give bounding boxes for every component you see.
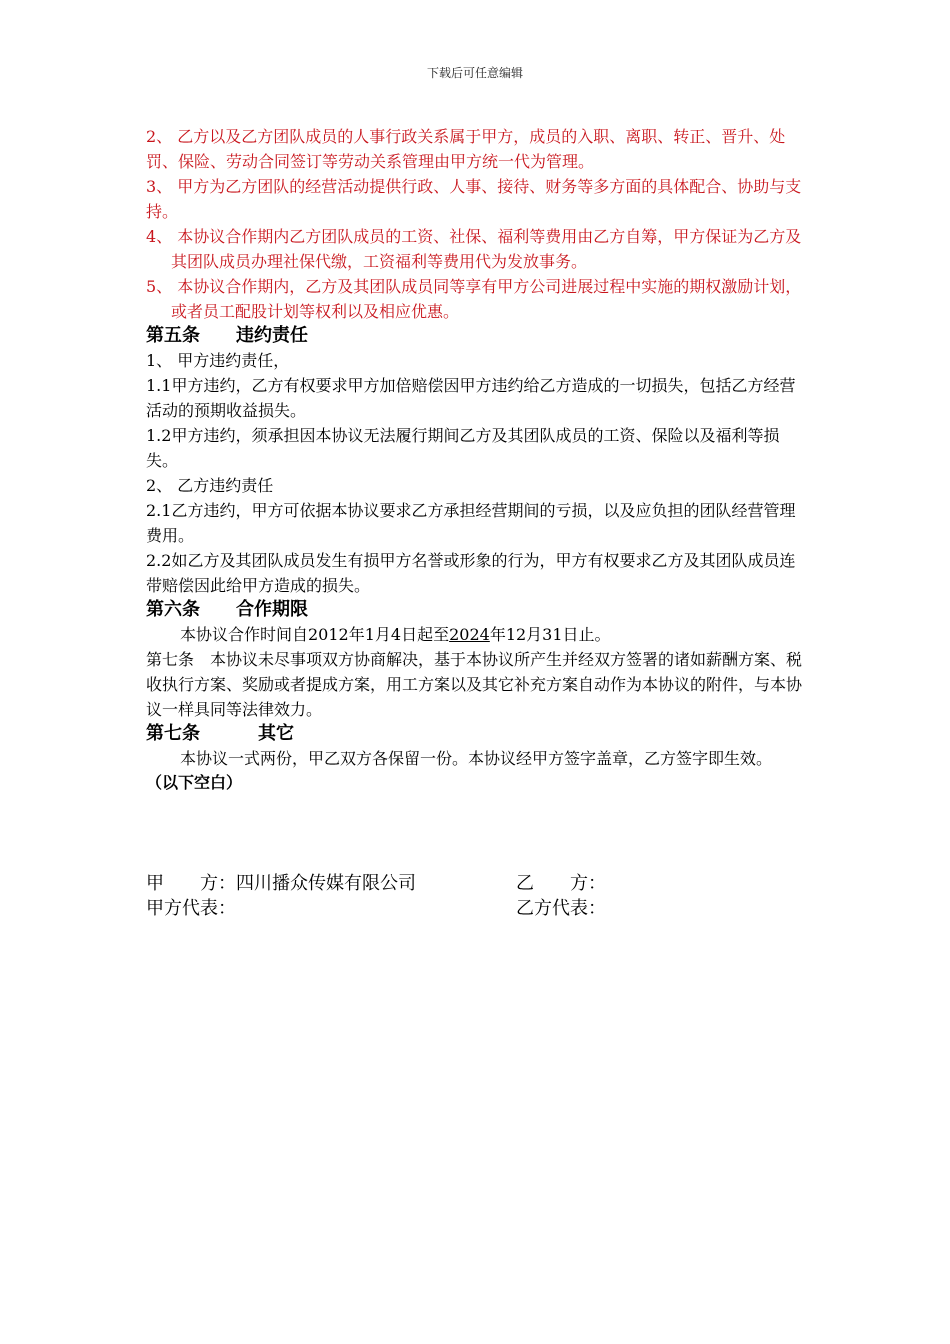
clause-item-3: 3、 甲方为乙方团队的经营活动提供行政、人事、接待、财务等多方面的具体配合、协助与支持。 xyxy=(146,177,802,221)
article-6-text-after: 年12月31日止。 xyxy=(489,625,611,644)
party-a-rep-label: 甲方代表： xyxy=(146,898,236,919)
article-5-line-1: 1、 甲方违约责任， xyxy=(146,351,290,370)
party-b-rep-label: 乙方代表： xyxy=(516,898,606,919)
article-5-title: 违约责任 xyxy=(236,325,308,346)
article-6-text xyxy=(146,622,806,647)
article-6-number: 第六条 xyxy=(146,599,200,620)
article-5-number: 第五条 xyxy=(146,325,200,346)
document-body xyxy=(146,124,806,795)
article-7-text: 本协议一式两份，甲乙双方各保留一份。本协议经甲方签字盖章，乙方签字即生效。 xyxy=(180,749,773,768)
article-7-supplement: 第七条 本协议未尽事项双方协商解决，基于本协议所产生并经双方签署的诸如薪酬方案、税收执行方案、奖励或者提成方案，用工方案以及其它补充方案自动作为本协议的附件，与本协议一样具同等法律效力。 xyxy=(146,650,803,719)
article-7-number: 第七条 xyxy=(146,723,200,744)
clause-item-4: 4、 本协议合作期内乙方团队成员的工资、社保、福利等费用由乙方自筹，甲方保证为乙方及其团队成员办理社保代缴，工资福利等费用代为发放事务。 xyxy=(146,227,802,271)
article-6-title: 合作期限 xyxy=(236,599,308,620)
article-5-heading xyxy=(146,324,806,348)
party-a-label: 甲 方： xyxy=(146,873,236,894)
article-6-end-year: 2024 xyxy=(449,625,490,644)
article-5-line-6: 2.2如乙方及其团队成员发生有损甲方名誉或形象的行为，甲方有权要求乙方及其团队成员连带赔偿因此给甲方造成的损失。 xyxy=(146,551,796,595)
article-7-title: 其它 xyxy=(258,723,294,744)
article-5-line-2: 1.1甲方违约，乙方有权要求甲方加倍赔偿因甲方违约给乙方造成的一切损失，包括乙方经营活动的预期收益损失。 xyxy=(146,376,796,420)
article-5-line-4: 2、 乙方违约责任 xyxy=(146,476,274,495)
page-header: 下载后可任意编辑 xyxy=(426,66,523,80)
clause-item-5: 5、 本协议合作期内，乙方及其团队成员同等享有甲方公司进展过程中实施的期权激励计划，或者员工配股计划等权利以及相应优惠。 xyxy=(146,277,802,321)
party-a-name: 四川播众传媒有限公司 xyxy=(236,873,416,894)
party-b-label: 乙 方： xyxy=(516,873,606,894)
article-5-line-3: 1.2甲方违约，须承担因本协议无法履行期间乙方及其团队成员的工资、保险以及福利等损失。 xyxy=(146,426,780,470)
clause-item-2: 2、 乙方以及乙方团队成员的人事行政关系属于甲方，成员的入职、离职、转正、晋升、处罚、保险、劳动合同签订等劳动关系管理由甲方统一代为管理。 xyxy=(146,127,786,171)
article-6-text-before: 本协议合作时间自2012年1月4日起至 xyxy=(180,625,450,644)
article-7-heading xyxy=(146,722,806,746)
article-6-heading xyxy=(146,598,806,622)
party-a xyxy=(146,872,416,896)
article-5-line-5: 2.1乙方违约，甲方可依据本协议要求乙方承担经营期间的亏损，以及应负担的团队经营管理费用。 xyxy=(146,501,796,545)
blank-note: （以下空白） xyxy=(146,773,243,792)
